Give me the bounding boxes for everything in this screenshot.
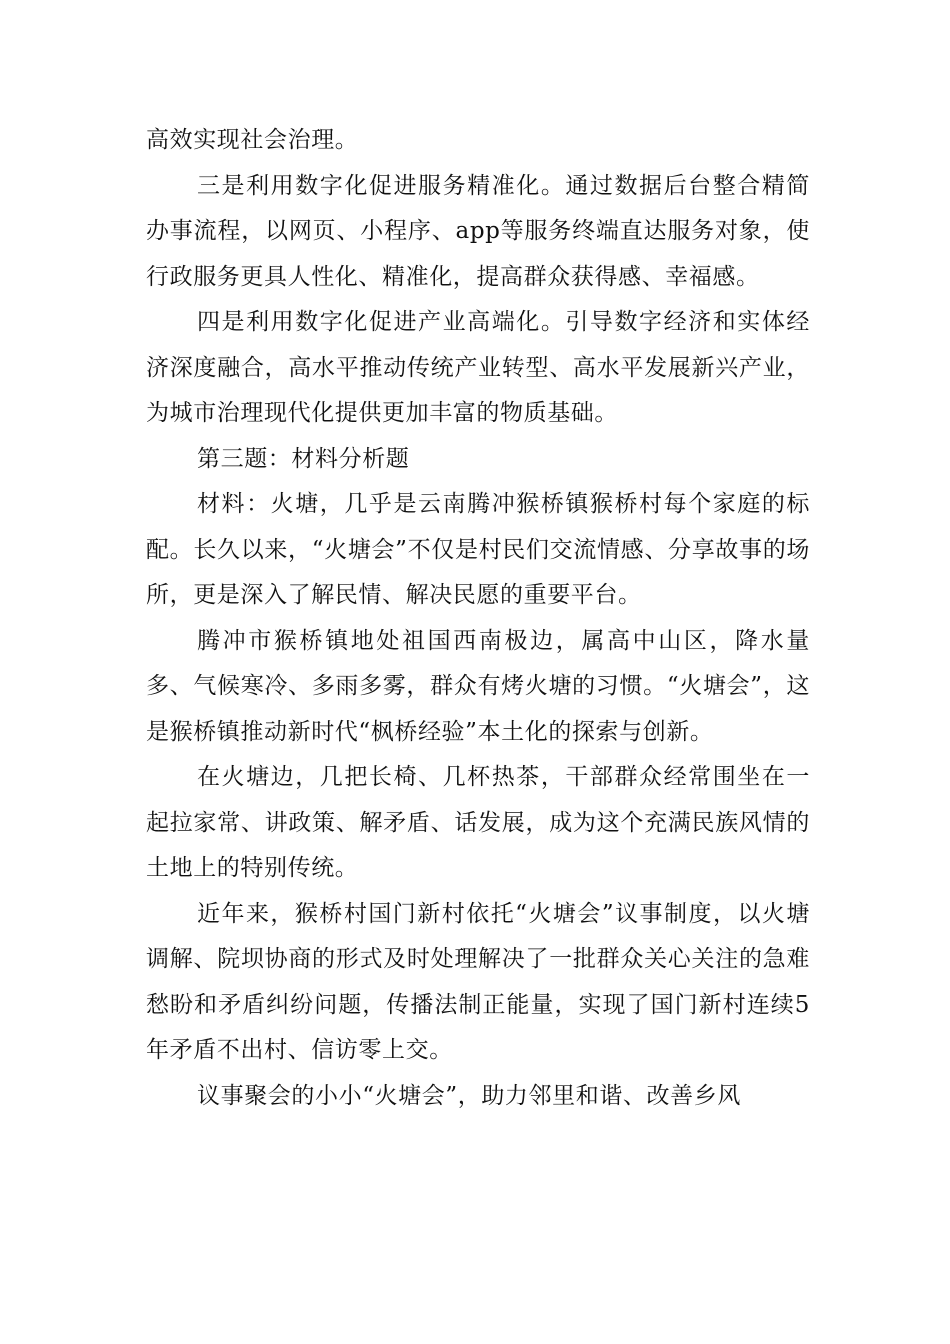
paragraph: 腾冲市猴桥镇地处祖国西南极边，属高中山区，降水量多、气候寒冷、多雨多雾，群众有烤火塘的习惯。“火塘会”，这是猴桥镇推动新时代“枫桥经验”本土化的探索与创新。 bbox=[146, 627, 810, 745]
paragraph: 在火塘边，几把长椅、几杯热茶，干部群众经常围坐在一起拉家常、讲政策、解矛盾、话发展，成为这个充满民族风情的土地上的特别传统。 bbox=[146, 764, 810, 881]
paragraph: 高效实现社会治理。 bbox=[146, 127, 359, 153]
paragraph: 四是利用数字化促进产业高端化。引导数字经济和实体经济深度融合，高水平推动传统产业转型、高水平发展新兴产业，为城市治理现代化提供更加丰富的物质基础。 bbox=[146, 309, 810, 426]
paragraph: 近年来，猴桥村国门新村依托“火塘会”议事制度，以火塘调解、院坝协商的形式及时处理解决了一批群众关心关注的急难愁盼和矛盾纠纷问题，传播法制正能量，实现了国门新村连续5年矛盾不出村、信访零上交。 bbox=[146, 900, 810, 1063]
document-body bbox=[146, 118, 810, 1119]
paragraph: 材料：火塘，几乎是云南腾冲猴桥镇猴桥村每个家庭的标配。长久以来，“火塘会”不仅是村民们交流情感、分享故事的场所，更是深入了解民情、解决民愿的重要平台。 bbox=[146, 491, 810, 608]
paragraph: 三是利用数字化促进服务精准化。通过数据后台整合精简办事流程，以网页、小程序、app等服务终端直达服务对象，使行政服务更具人性化、精准化，提高群众获得感、幸福感。 bbox=[146, 172, 810, 290]
paragraph: 议事聚会的小小“火塘会”，助力邻里和谐、改善乡风 bbox=[197, 1082, 741, 1109]
section-heading: 第三题：材料分析题 bbox=[197, 445, 410, 472]
